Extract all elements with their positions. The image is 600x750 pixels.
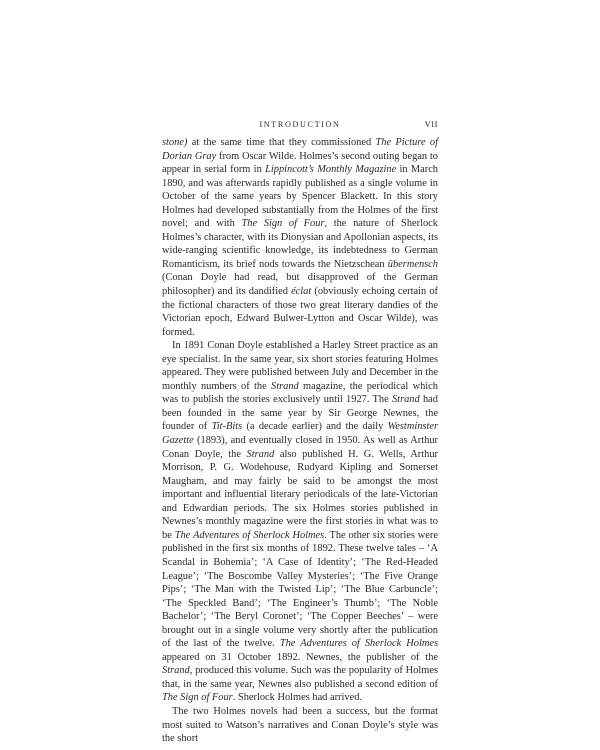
page-number: VII — [424, 119, 438, 129]
italic-text: stone) — [162, 137, 188, 148]
body-text: had been founded in the same year by Sir George Newnes, the founder of — [162, 394, 438, 433]
running-head-title: INTRODUCTION — [259, 120, 341, 129]
body-text: The other six stories were published in the first six months of 1892. These twelve tales – ‘A Scandal in Bohemia’; ‘A Case of Identity’; ‘The Red-Headed League’; ‘The Boscombe Valley Mysteries’; ‘The Five Orange Pips’; ‘The Man with the Twisted Lip’; ‘The Blue Carbuncle’; ‘The Speckled Band’; ‘The Engineer’s Thumb’; ‘The Noble Bachelor’; ‘The Beryl Coronet’; ‘The Copper Beeches’ – were brought out in a single volume very shortly after the publication of the last of the twelve. — [162, 529, 438, 650]
body-text: at the same time that they commissioned — [187, 137, 376, 148]
italic-text: éclat — [291, 286, 312, 298]
body-text: in March 1890, and was afterwards rapidly published as a single volume in October of the same years by Spencer Blackett. In this story Holmes had developed substantially from the Holmes of the first novel; and with — [162, 164, 438, 230]
italic-text: übermensch — [387, 258, 438, 270]
body-text: In 1891 Conan Doyle established a Harley Street practice as an eye specialist. In the same year, six short stories featuring Holmes appeared. They were published between July and December in the monthly numbers of the — [162, 340, 438, 392]
italic-text: Lippincott’s Monthly Magazine — [265, 164, 397, 176]
italic-text: Westminster Gazette — [162, 421, 438, 447]
body-text: (a decade earlier) and the daily — [242, 421, 388, 433]
body-text: (1893), and eventually closed in 1950. As well as Arthur Conan Doyle, the — [162, 435, 438, 460]
book-page — [162, 118, 438, 746]
body-text: . Sherlock Holmes had arrived. — [232, 692, 362, 704]
body-text: appeared on 31 October 1892. Newnes, the publisher of the — [162, 651, 438, 663]
body-text: also published H. G. Wells, Arthur Morrison, P. G. Wodehouse, Rudyard Kipling and Somerset Maugham, and may fairly be said to be amongst the most important and influential literary periodicals of the late-Victorian and Edwardian periods. The six Holmes stories published in Newnes’s monthly magazine were the first stories in what was to be — [162, 448, 439, 541]
body-text: (obviously echoing certain of the fictional characters of those two great literary dandies of the Victorian epoch, Edward Bulwer-Lytton and Oscar Wilde), was formed. — [162, 286, 438, 338]
paragraph-2 — [162, 339, 438, 705]
paragraph-1 — [162, 136, 438, 339]
italic-text: Strand — [246, 448, 275, 460]
body-text: (Conan Doyle had read, but disapproved of the German philosopher) and its dandified — [162, 272, 438, 298]
body-text: , the nature of Sherlock Holmes’s character, with its Dionysian and Apollonian aspects, its wide-ranging scientific knowledge, its indebtedness to German Romanticism, its brief nods towards the Nietzschean — [162, 218, 438, 270]
italic-text: Strand — [271, 380, 299, 392]
body-text: from Oscar Wilde. Holmes’s second outing began to appear in serial form in — [162, 150, 438, 176]
body-text: magazine, the periodical which was to publish the stories exclusively until 1927. The — [162, 380, 438, 406]
italic-text: The Sign of Four — [241, 218, 325, 230]
body-text: , produced this volume. Such was the popularity of Holmes that, in the same year, Newnes also published a second edition of — [162, 665, 438, 690]
italic-text: Tit-Bits — [211, 421, 243, 433]
paragraph-3 — [162, 705, 438, 746]
body-text: The two Holmes novels had been a success, but the format most suited to Watson’s narratives and Conan Doyle’s style was the short — [162, 705, 438, 745]
running-head — [162, 118, 438, 132]
italic-text: The Picture of Dorian Gray — [162, 137, 439, 162]
italic-text: The Sign of Four — [162, 692, 233, 704]
italic-text: Strand — [162, 665, 190, 677]
italic-text: The Adventures of Sherlock Holmes. — [174, 529, 327, 541]
italic-text: Strand — [391, 394, 420, 406]
italic-text: The Adventures of Sherlock Holmes — [279, 638, 438, 650]
